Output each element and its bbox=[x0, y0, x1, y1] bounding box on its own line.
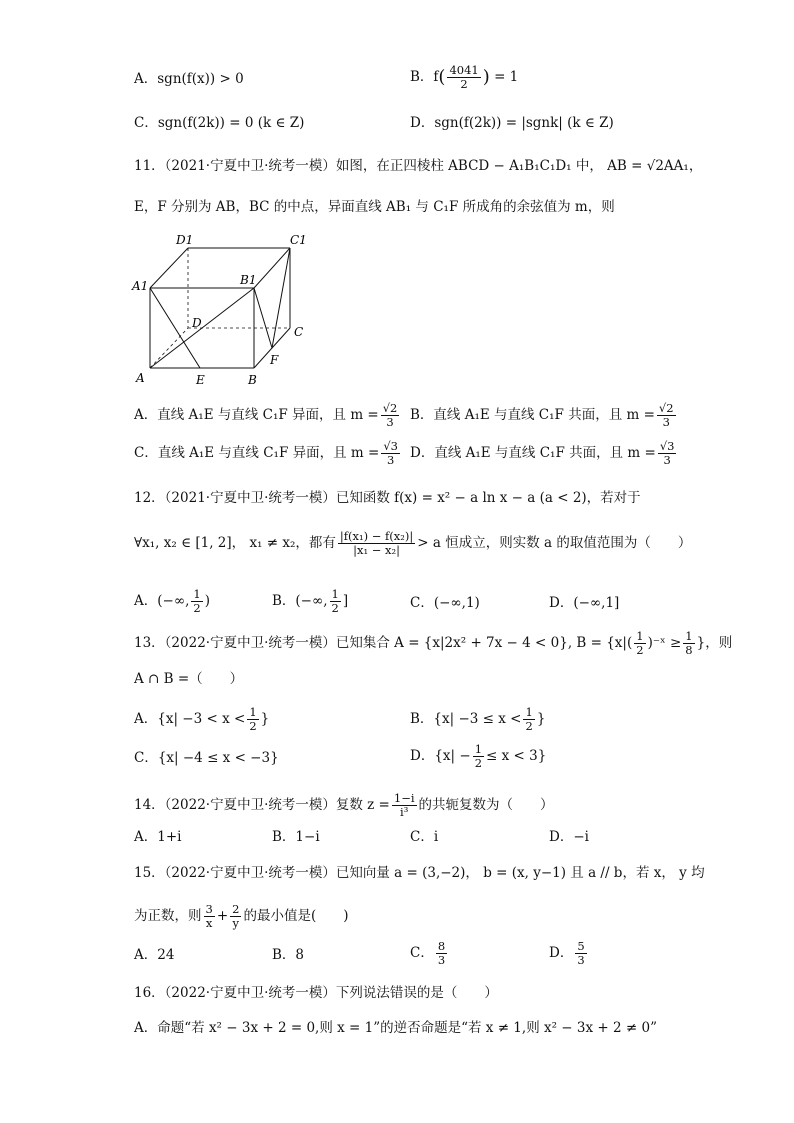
q16-stem: 16．（2022·宁夏中卫·统考一模）下列说法错误的是（ ） bbox=[134, 985, 498, 1001]
label-f: F bbox=[270, 353, 279, 367]
q16-option-a: A．命题“若 x² − 3x + 2 = 0,则 x = 1”的逆否命题是“若 x ≠ 1,则 x² − 3x + 2 ≠ 0” bbox=[134, 1020, 657, 1036]
q14-stem: 14．（2022·宁夏中卫·统考一模）复数 z = $\frac{1-i}{\text{i³}}$ 的共轭复数为（ ） bbox=[134, 791, 554, 819]
q11-option-d: D．直线 A₁E 与直线 C₁F 共面，且 m = $\frac{√3}{3}$ bbox=[410, 439, 675, 467]
q12-option-c: C．(−∞,1) bbox=[410, 595, 480, 611]
line-b1-f bbox=[254, 288, 272, 348]
q13-option-c: C．{x| −4 ≤ x < −3} bbox=[134, 750, 279, 766]
q13-stem-line2: A ∩ B =（ ） bbox=[134, 671, 244, 687]
q14-option-b: B．1−i bbox=[272, 829, 320, 845]
q10-option-d: D．sgn(f(2k)) = |sgnk| (k ∈ Z) bbox=[410, 115, 614, 131]
q11-option-b: B．直线 A₁E 与直线 C₁F 共面，且 m = $\frac{√2}{3}$ bbox=[410, 401, 674, 429]
q13-option-d: D．{x| − $\frac{1}{2}$ ≤ x < 3} bbox=[410, 742, 547, 770]
q12-stem-line2: ∀x₁, x₂ ∈ [1, 2]， x₁ ≠ x₂，都有 $\frac{\text{|f(x₁) − f(x₂)|}}{\text{|x₁ − x₂|}}$ > a 恒成立，则实数 a 的取值范围为（ ） bbox=[134, 529, 692, 557]
edge-c1-b1 bbox=[254, 248, 290, 288]
label-e: E bbox=[196, 373, 205, 387]
line-c1-f bbox=[272, 248, 290, 348]
q10-option-b-value: = 1 bbox=[494, 69, 519, 85]
q12-stem-line1: 12．（2021·宁夏中卫·统考一模）已知函数 f(x) = x² − a ln x − a (a < 2)，若对于 bbox=[134, 490, 641, 506]
label-a1: A1 bbox=[132, 279, 149, 293]
q12-option-a: A．(−∞, $\frac{1}{2}$ ) bbox=[134, 587, 210, 615]
edge-d1-a1 bbox=[150, 248, 188, 288]
q12-option-d: D．(−∞,1] bbox=[549, 595, 620, 611]
q14-option-d: D．−i bbox=[549, 829, 589, 845]
label-c: C bbox=[294, 325, 304, 339]
label-c1: C1 bbox=[290, 233, 307, 247]
q15-option-d: D． $\frac{5}{3}$ bbox=[549, 939, 585, 967]
label-a: A bbox=[136, 371, 145, 385]
q11-stem-line2: E，F 分别为 AB，BC 的中点，异面直线 AB₁ 与 C₁F 所成角的余弦值为 m，则 bbox=[134, 199, 615, 215]
q14-option-c: C．i bbox=[410, 829, 439, 845]
label-b: B bbox=[248, 373, 257, 387]
q11-stem-line1: 11．（2021·宁夏中卫·统考一模）如图，在正四棱柱 ABCD − A₁B₁C₁D₁ 中， AB = √2AA₁， bbox=[134, 158, 703, 174]
q10-option-b-fraction: $\frac{4041}{2}$ bbox=[449, 63, 479, 91]
q12-option-b: B．(−∞, $\frac{1}{2}$ ] bbox=[272, 587, 349, 615]
q15-stem-line1: 15．（2022·宁夏中卫·统考一模）已知向量 a = (3,−2)， b = (x, y−1) 且 a // b，若 x， y 均 bbox=[134, 865, 705, 881]
q11-option-c: C．直线 A₁E 与直线 C₁F 异面，且 m = $\frac{√3}{3}$ bbox=[134, 439, 398, 467]
q13-option-a: A．{x| −3 < x < $\frac{1}{2}$ } bbox=[134, 705, 270, 733]
edge-a-d-hidden bbox=[150, 328, 188, 368]
q10-option-a: A．sgn(f(x)) > 0 bbox=[134, 71, 244, 87]
label-d: D bbox=[192, 316, 202, 330]
q15-option-c: C． $\frac{8}{3}$ bbox=[410, 939, 446, 967]
q15-stem-line2: 为正数，则 $\frac{3}{x}$ + $\frac{2}{y}$ 的最小值是( ) bbox=[134, 902, 349, 930]
label-b1: B1 bbox=[240, 273, 257, 287]
q15-option-b: B．8 bbox=[272, 947, 305, 963]
q11-prism-figure bbox=[130, 230, 310, 390]
q15-option-a: A．24 bbox=[134, 947, 175, 963]
q14-option-a: A．1+i bbox=[134, 829, 182, 845]
q10-option-b: B．f( $\frac{4041}{2}$ ) = 1 bbox=[410, 63, 519, 91]
q13-stem-line1: 13．（2022·宁夏中卫·统考一模）已知集合 A = {x|2x² + 7x − 4 < 0}, B = {x|( $\frac{1}{2}$ )⁻ˣ ≥ $\frac{1}{8}$ }，则 bbox=[134, 629, 733, 657]
q13-option-b: B．{x| −3 ≤ x < $\frac{1}{2}$ } bbox=[410, 705, 546, 733]
q10-option-b-label: B．f bbox=[410, 69, 439, 85]
q11-option-a: A．直线 A₁E 与直线 C₁F 异面，且 m = $\frac{√2}{3}$ bbox=[134, 401, 398, 429]
label-d1: D1 bbox=[176, 233, 194, 247]
q10-option-c: C．sgn(f(2k)) = 0 (k ∈ Z) bbox=[134, 115, 305, 131]
